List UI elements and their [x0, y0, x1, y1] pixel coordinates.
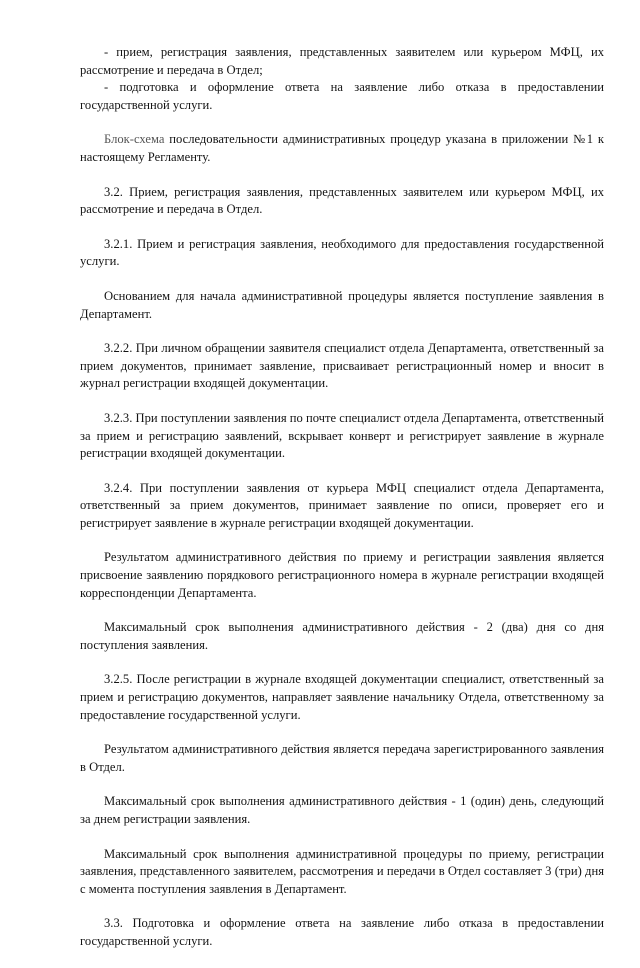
section-3-2-3: 3.2.3. При поступлении заявления по почте специалист отдела Департамента, ответственный за прием и регистрацию заявлений, вскрывает конверт и регистрирует заявление в журнале регистрации входящей документации.	[80, 410, 604, 461]
document-page	[80, 44, 604, 968]
flowchart-reference-text: последовательности административных процедур указана в приложении №1 к настоящему Регламенту.	[80, 132, 604, 164]
paragraph-flowchart-reference	[80, 131, 604, 166]
flowchart-lead-word: Блок-схема	[104, 132, 165, 147]
section-3-2-5: 3.2.5. После регистрации в журнале входящей документации специалист, ответственный за прием и регистрацию документов, направляет заявление начальнику Отдела, ответственному за предоставление государственной услуги.	[80, 672, 604, 722]
paragraph-stage-1: - прием, регистрация заявления, представленных заявителем или курьером МФЦ, их рассмотрение и передача в Отдел;	[80, 45, 604, 77]
section-3-2-4: 3.2.4. При поступлении заявления от курьера МФЦ специалист отдела Департамента, ответственный за прием документов, принимает заявление по описи, проверяет его и регистрирует заявление в журнале регистрации входящей документации.	[80, 480, 604, 530]
paragraph-stage-2: - подготовка и оформление ответа на заявление либо отказа в предоставлении государственной услуги.	[80, 80, 604, 112]
section-3-2-heading: 3.2. Прием, регистрация заявления, представленных заявителем или курьером МФЦ, их рассмотрение и передача в Отдел.	[80, 184, 604, 217]
paragraph-max-term-procedure: Максимальный срок выполнения административной процедуры по приему, регистрации заявления, представленного заявителем, рассмотрения и передачи в Отдел составляет 3 (три) дня с момента поступления заявления в Департамент.	[80, 846, 604, 896]
paragraph-result-registration: Результатом административного действия по приему и регистрации заявления является присвоение заявлению порядкового регистрационного номера в журнале регистрации входящей корреспонденции Департамента.	[80, 550, 604, 600]
paragraph-result-transfer: Результатом административного действия является передача зарегистрированного заявления в Отдел.	[80, 742, 604, 774]
section-3-2-1: 3.2.1. Прием и регистрация заявления, необходимого для предоставления государственной услуги.	[80, 236, 604, 269]
paragraph-basis: Основанием для начала административной процедуры является поступление заявления в Департамент.	[80, 288, 604, 321]
paragraph-max-term-2-days: Максимальный срок выполнения административного действия - 2 (два) дня со дня поступления заявления.	[80, 620, 604, 652]
section-3-3-heading: 3.3. Подготовка и оформление ответа на заявление либо отказа в предоставлении государственной услуги.	[80, 916, 604, 948]
section-3-2-2: 3.2.2. При личном обращении заявителя специалист отдела Департамента, ответственный за прием документов, принимает заявление, присваивает регистрационный номер и вносит в журнал регистрации входящей документации.	[80, 341, 604, 391]
paragraph-max-term-1-day: Максимальный срок выполнения административного действия - 1 (один) день, следующий за днем регистрации заявления.	[80, 794, 604, 826]
